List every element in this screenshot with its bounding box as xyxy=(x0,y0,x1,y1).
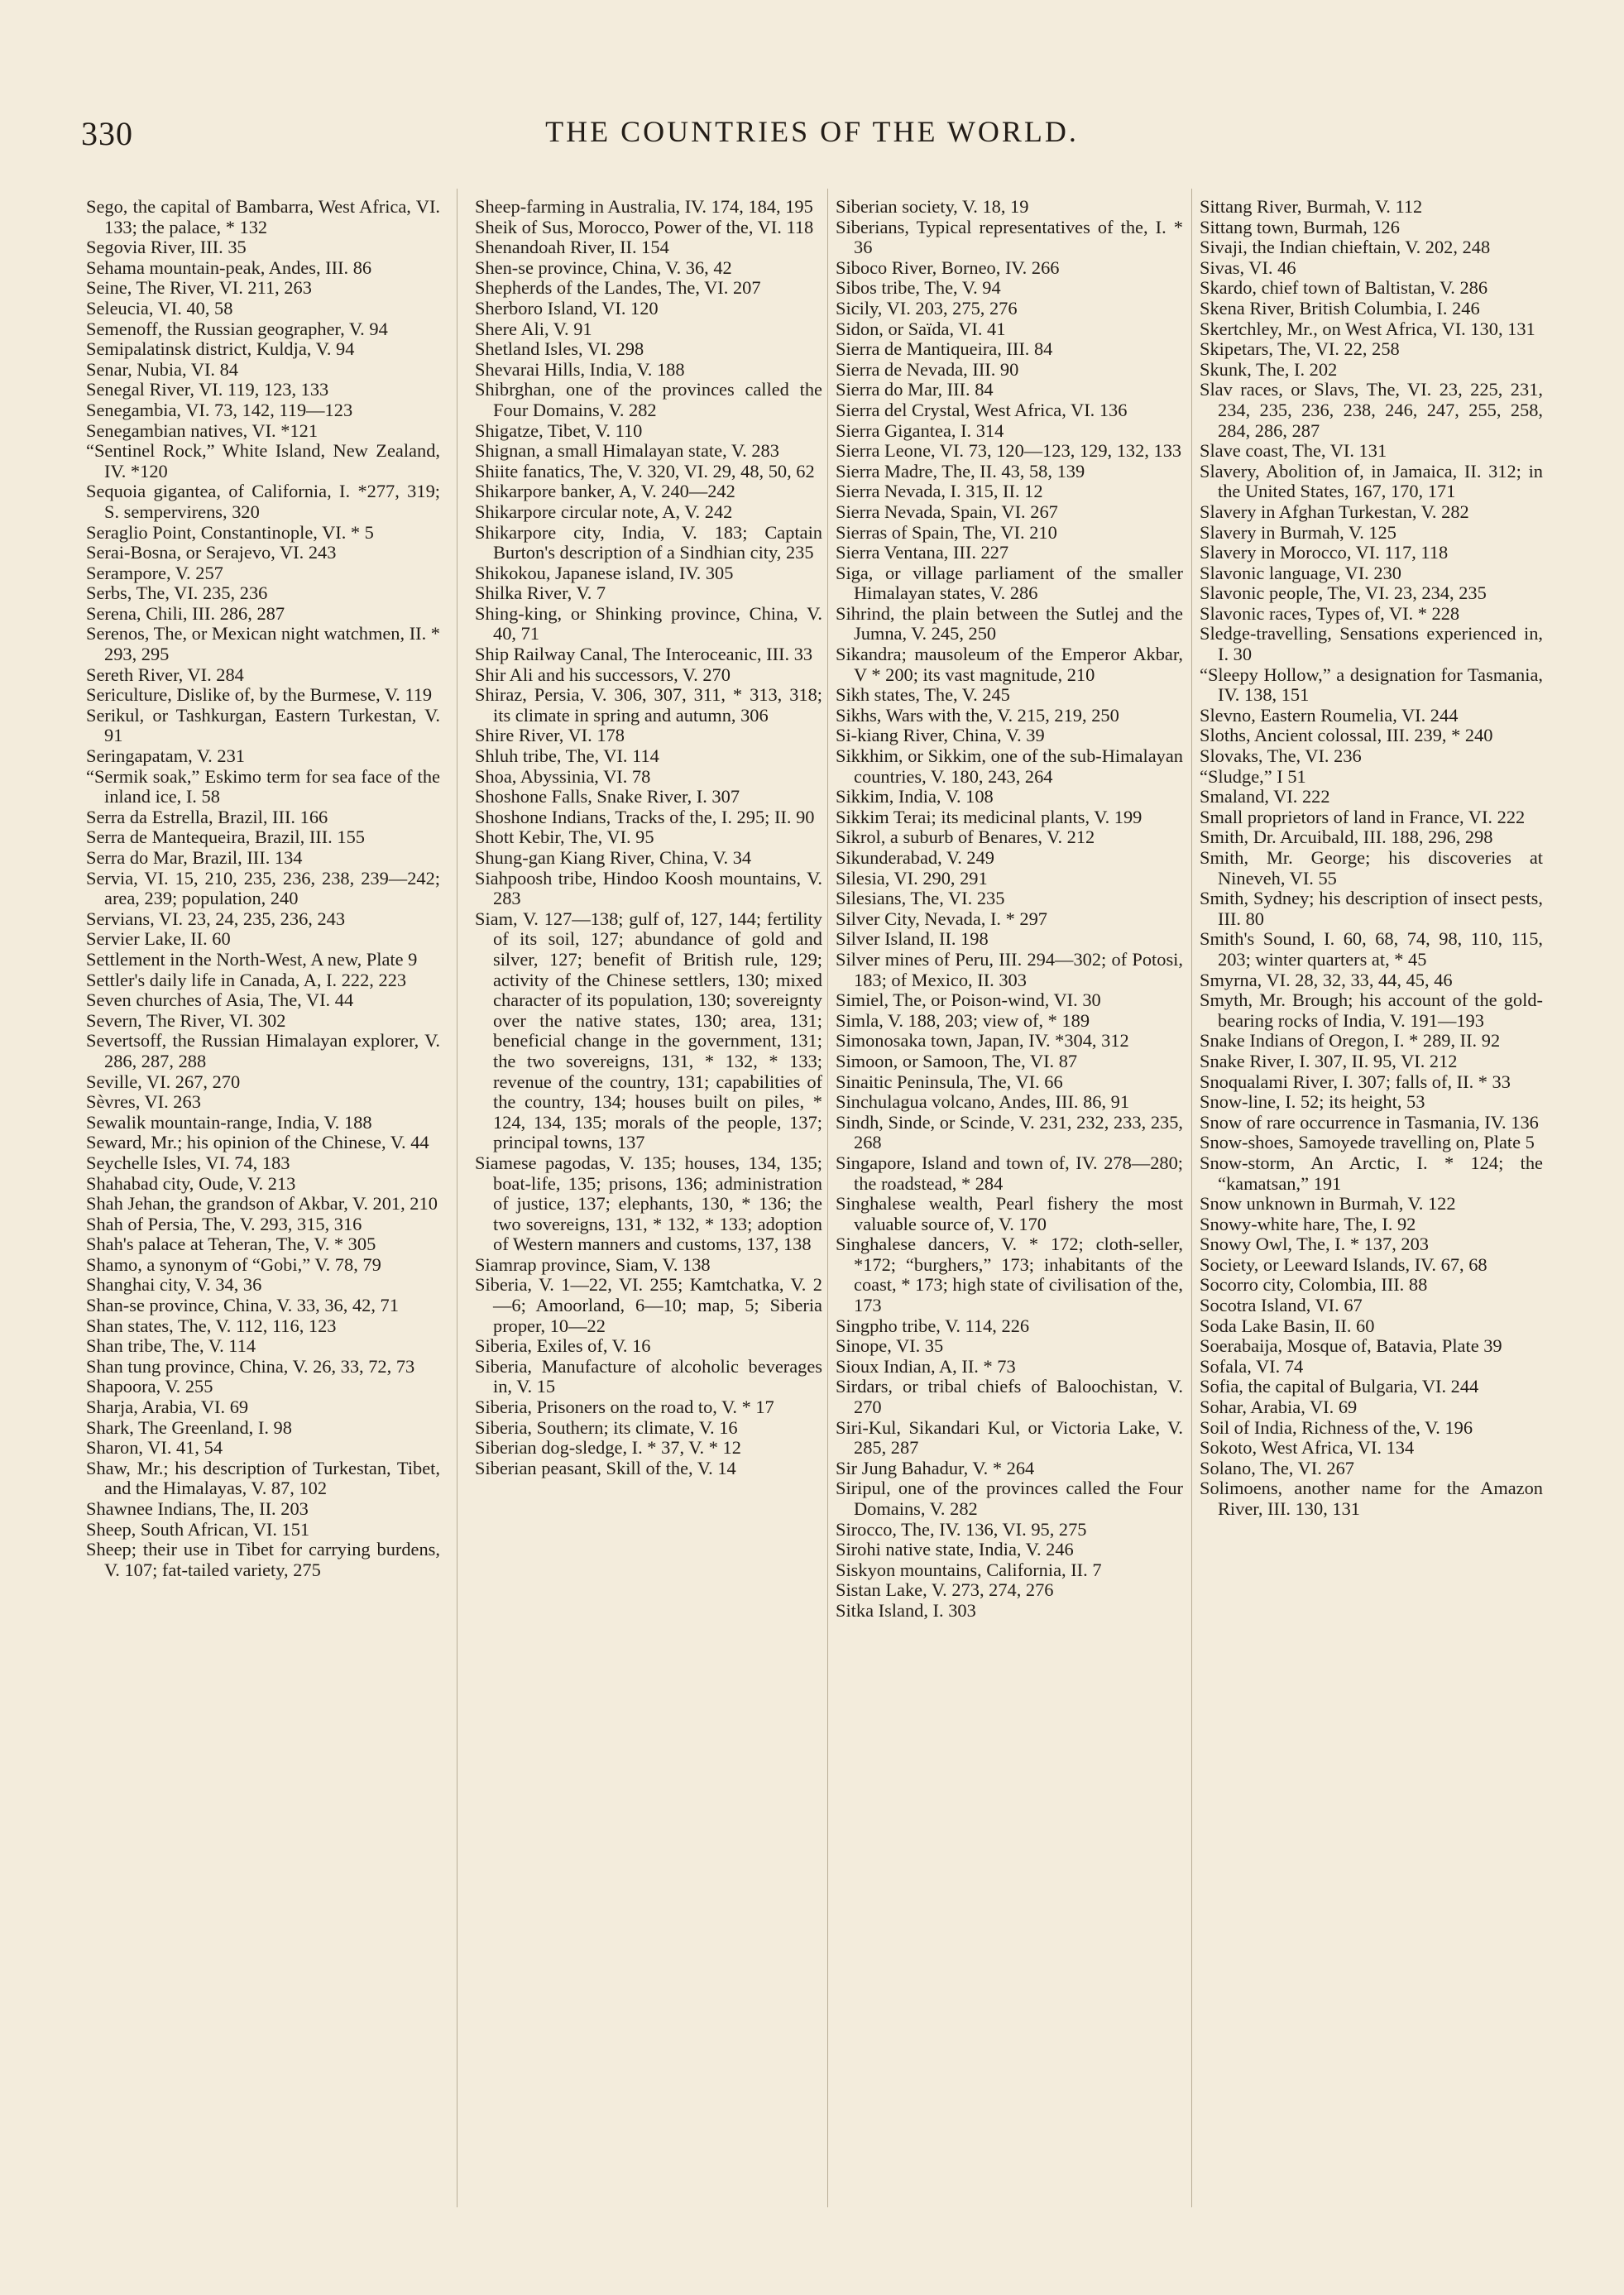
index-column-1 xyxy=(86,197,440,1580)
index-entry: Snow-line, I. 52; its height, 53 xyxy=(1200,1091,1425,1113)
index-entry: Singapore, Island and town of, IV. 278—280; the roadstead, * 284 xyxy=(836,1152,1183,1194)
index-entry: Seringapatam, V. 231 xyxy=(86,745,245,767)
index-entry: Shawnee Indians, The, II. 203 xyxy=(86,1498,309,1519)
index-entry: Snake River, I. 307, II. 95, VI. 212 xyxy=(1200,1050,1458,1071)
index-entry: Shire River, VI. 178 xyxy=(475,725,625,746)
index-entry: Socotra Island, VI. 67 xyxy=(1200,1295,1363,1316)
index-entry: Shere Ali, V. 91 xyxy=(475,318,592,339)
index-entry: Shah's palace at Teheran, The, V. * 305 xyxy=(86,1234,376,1255)
index-entry: Slav races, or Slavs, The, VI. 23, 225, 231, 234, 235, 236, 238, 246, 247, 255, 258, 284, 286, 287 xyxy=(1200,379,1543,441)
index-entry: Smyrna, VI. 28, 32, 33, 44, 45, 46 xyxy=(1200,969,1453,990)
index-entry: Sikh states, The, V. 245 xyxy=(836,684,1010,706)
index-entry: Snake Indians of Oregon, I. * 289, II. 92 xyxy=(1200,1030,1501,1052)
index-entry: Sittang River, Burmah, V. 112 xyxy=(1200,196,1423,217)
index-entry: Sikkim Terai; its medicinal plants, V. 199 xyxy=(836,806,1143,827)
index-entry: Shikarpore banker, A, V. 240—242 xyxy=(475,481,735,502)
index-entry: Sioux Indian, A, II. * 73 xyxy=(836,1355,1016,1377)
index-entry: Sierra de Mantiqueira, III. 84 xyxy=(836,338,1053,360)
index-entry: Settler's daily life in Canada, A, I. 222, 223 xyxy=(86,969,407,990)
index-entry: Sequoia gigantea, of California, I. *277, 319; S. sempervirens, 320 xyxy=(86,481,440,522)
index-entry: Shaw, Mr.; his description of Turkestan, Tibet, and the Himalayas, V. 87, 102 xyxy=(86,1457,440,1499)
page-number: 330 xyxy=(81,115,133,152)
index-entry: Sirocco, The, IV. 136, VI. 95, 275 xyxy=(836,1518,1087,1540)
index-entry: Sindh, Sinde, or Scinde, V. 231, 232, 233, 235, 268 xyxy=(836,1111,1183,1153)
index-entry: Sledge-travelling, Sensations experienced in, I. 30 xyxy=(1200,623,1543,665)
index-entry: Shan tribe, The, V. 114 xyxy=(86,1335,256,1357)
index-entry: Singpho tribe, V. 114, 226 xyxy=(836,1315,1030,1336)
index-entry: Solano, The, VI. 267 xyxy=(1200,1457,1354,1478)
index-entry: Snow of rare occurrence in Tasmania, IV. 136 xyxy=(1200,1111,1539,1133)
index-entry: Serampore, V. 257 xyxy=(86,562,223,583)
index-entry: Seraglio Point, Constantinople, VI. * 5 xyxy=(86,521,374,543)
index-entry: Shan tung province, China, V. 26, 33, 72, 73 xyxy=(86,1355,415,1377)
index-entry: Singhalese dancers, V. * 172; cloth-seller, *172; “burghers,” 173; inhabitants of the coast, * 173; high state of civilisation of the, 173 xyxy=(836,1234,1183,1316)
index-column-3 xyxy=(836,197,1183,1622)
index-entry: Shiite fanatics, The, V. 320, VI. 29, 48, 50, 62 xyxy=(475,460,815,482)
index-entry: Smith, Sydney; his description of insect pests, III. 80 xyxy=(1200,888,1543,929)
index-entry: Shikokou, Japanese island, IV. 305 xyxy=(475,562,734,583)
index-entry: Senegambia, VI. 73, 142, 119—123 xyxy=(86,399,353,420)
index-entry: Siahpoosh tribe, Hindoo Koosh mountains, V. 283 xyxy=(475,867,822,909)
index-entry: Sikrol, a suburb of Benares, V. 212 xyxy=(836,826,1095,848)
index-entry: Shing-king, or Shinking province, China, V. 40, 71 xyxy=(475,602,822,644)
index-entry: Sierra Nevada, Spain, VI. 267 xyxy=(836,501,1058,522)
index-entry: Settlement in the North-West, A new, Plate 9 xyxy=(86,948,418,970)
index-entry: Seychelle Isles, VI. 74, 183 xyxy=(86,1152,290,1173)
index-entry: Sèvres, VI. 263 xyxy=(86,1091,201,1113)
index-entry: Shah of Persia, The, V. 293, 315, 316 xyxy=(86,1213,362,1234)
index-entry: Sheik of Sus, Morocco, Power of the, VI. 118 xyxy=(475,216,814,237)
index-entry: Serbs, The, VI. 235, 236 xyxy=(86,582,268,604)
index-entry: Sibos tribe, The, V. 94 xyxy=(836,277,1001,299)
index-entry: Siberians, Typical representatives of the, I. * 36 xyxy=(836,216,1183,258)
index-entry: Sheep, South African, VI. 151 xyxy=(86,1518,310,1540)
index-entry: Shan-se province, China, V. 33, 36, 42, 71 xyxy=(86,1295,399,1316)
index-entry: Slevno, Eastern Roumelia, VI. 244 xyxy=(1200,704,1459,726)
index-entry: Snowy Owl, The, I. * 137, 203 xyxy=(1200,1234,1429,1255)
index-entry: Sirohi native state, India, V. 246 xyxy=(836,1539,1074,1560)
index-entry: Shiraz, Persia, V. 306, 307, 311, * 313, 318; its climate in spring and autumn, 306 xyxy=(475,684,822,726)
index-entry: Sierras of Spain, The, VI. 210 xyxy=(836,521,1057,543)
index-entry: Sihrind, the plain between the Sutlej and the Jumna, V. 245, 250 xyxy=(836,602,1183,644)
index-entry: Serra da Estrella, Brazil, III. 166 xyxy=(86,806,328,827)
index-entry: Shung-gan Kiang River, China, V. 34 xyxy=(475,847,752,868)
index-entry: Slavery, Abolition of, in Jamaica, II. 312; in the United States, 167, 170, 171 xyxy=(1200,460,1543,502)
index-entry: Siberia, Manufacture of alcoholic beverages in, V. 15 xyxy=(475,1355,822,1397)
column-rule xyxy=(1191,189,1192,2207)
index-entry: Senegal River, VI. 119, 123, 133 xyxy=(86,379,329,400)
index-entry: Slavonic people, The, VI. 23, 234, 235 xyxy=(1200,582,1487,604)
index-entry: Slavery in Burmah, V. 125 xyxy=(1200,521,1396,543)
index-entry: “Sermik soak,” Eskimo term for sea face of the inland ice, I. 58 xyxy=(86,765,440,807)
index-entry: Shen-se province, China, V. 36, 42 xyxy=(475,256,732,278)
index-entry: Sego, the capital of Bambarra, West Africa, VI. 133; the palace, * 132 xyxy=(86,196,440,237)
index-entry: Sehama mountain-peak, Andes, III. 86 xyxy=(86,256,372,278)
index-entry: Skunk, The, I. 202 xyxy=(1200,358,1338,380)
index-entry: Seward, Mr.; his opinion of the Chinese, V. 44 xyxy=(86,1132,429,1153)
index-entry: Simonosaka town, Japan, IV. *304, 312 xyxy=(836,1030,1129,1052)
index-entry: Siberian peasant, Skill of the, V. 14 xyxy=(475,1457,736,1478)
index-entry: Siboco River, Borneo, IV. 266 xyxy=(836,256,1060,278)
index-entry: Shoshone Indians, Tracks of the, I. 295; II. 90 xyxy=(475,806,815,827)
index-entry: Siam, V. 127—138; gulf of, 127, 144; fertility of its soil, 127; abundance of gold and silver, 127; benefit of British rule, 129; activity of the Chinese settlers, 130; mixed character of its population, 130; sovereignty over the native states, 130; area, 131; beneficial change in the government, 131; the two sovereigns, 131, * 132, * 133; revenue of the country, 131; capabilities of the country, 134; houses built on piles, * 124, 134, 135; morals of the people, 137; principal towns, 137 xyxy=(475,908,822,1153)
index-entry: Slave coast, The, VI. 131 xyxy=(1200,440,1387,462)
index-entry: Shibrghan, one of the provinces called the Four Domains, V. 282 xyxy=(475,379,822,420)
index-entry: Slavonic language, VI. 230 xyxy=(1200,562,1401,583)
index-entry: Shoa, Abyssinia, VI. 78 xyxy=(475,765,651,787)
index-entry: Sivas, VI. 46 xyxy=(1200,256,1296,278)
index-entry: Sikandra; mausoleum of the Emperor Akbar, V * 200; its vast magnitude, 210 xyxy=(836,644,1183,685)
index-entry: Sierra Leone, VI. 73, 120—123, 129, 132, 133 xyxy=(836,440,1182,462)
index-entry: Segovia River, III. 35 xyxy=(86,237,247,258)
index-entry: Shetland Isles, VI. 298 xyxy=(475,338,644,360)
index-entry: Siamrap province, Siam, V. 138 xyxy=(475,1253,711,1275)
index-entry: Sheep-farming in Australia, IV. 174, 184, 195 xyxy=(475,196,813,217)
index-entry: Sikkhim, or Sikkim, one of the sub-Himalayan countries, V. 180, 243, 264 xyxy=(836,745,1183,787)
index-entry: Siberian society, V. 18, 19 xyxy=(836,196,1029,217)
index-entry: Snow-storm, An Arctic, I. * 124; the “kamatsan,” 191 xyxy=(1200,1152,1543,1194)
index-entry: Shoshone Falls, Snake River, I. 307 xyxy=(475,786,740,807)
index-entry: Sierra Madre, The, II. 43, 58, 139 xyxy=(836,460,1085,482)
index-entry: Soda Lake Basin, II. 60 xyxy=(1200,1315,1375,1336)
index-entry: Seine, The River, VI. 211, 263 xyxy=(86,277,312,299)
index-entry: Snow unknown in Burmah, V. 122 xyxy=(1200,1193,1456,1215)
index-entry: Shluh tribe, The, VI. 114 xyxy=(475,745,659,767)
index-entry: Solimoens, another name for the Amazon River, III. 130, 131 xyxy=(1200,1478,1543,1519)
index-entry: Shepherds of the Landes, The, VI. 207 xyxy=(475,277,761,299)
index-entry: Smith, Dr. Arcuibald, III. 188, 296, 298 xyxy=(1200,826,1493,848)
index-column-2 xyxy=(475,197,822,1478)
index-entry: Shah Jehan, the grandson of Akbar, V. 201, 210 xyxy=(86,1193,438,1215)
index-entry: Silesians, The, VI. 235 xyxy=(836,888,1005,909)
index-entry: Simla, V. 188, 203; view of, * 189 xyxy=(836,1009,1090,1031)
index-entry: Serra de Mantequeira, Brazil, III. 155 xyxy=(86,826,365,848)
index-entry: Slavery in Afghan Turkestan, V. 282 xyxy=(1200,501,1469,522)
index-entry: Shikarpore city, India, V. 183; Captain Burton's description of a Sindhian city, 235 xyxy=(475,521,822,563)
index-entry: “Sentinel Rock,” White Island, New Zealand, IV. *120 xyxy=(86,440,440,482)
index-entry: Sierra Ventana, III. 227 xyxy=(836,542,1009,563)
index-entry: Seleucia, VI. 40, 58 xyxy=(86,297,233,319)
index-entry: Skena River, British Columbia, I. 246 xyxy=(1200,297,1480,319)
index-entry: Shevarai Hills, India, V. 188 xyxy=(475,358,685,380)
column-rule xyxy=(827,189,828,2207)
index-entry: Singhalese wealth, Pearl fishery the most valuable source of, V. 170 xyxy=(836,1193,1183,1234)
index-entry: Siri-Kul, Sikandari Kul, or Victoria Lake, V. 285, 287 xyxy=(836,1416,1183,1459)
index-entry: Slavonic races, Types of, VI. * 228 xyxy=(1200,602,1460,624)
index-entry: Silver City, Nevada, I. * 297 xyxy=(836,908,1047,929)
index-entry: Sivaji, the Indian chieftain, V. 202, 248 xyxy=(1200,237,1491,258)
index-entry: Shapoora, V. 255 xyxy=(86,1376,213,1397)
index-entry: Sloths, Ancient colossal, III. 239, * 240 xyxy=(1200,725,1493,746)
index-entry: Sheep; their use in Tibet for carrying burdens, V. 107; fat-tailed variety, 275 xyxy=(86,1539,440,1580)
index-entry: Sierra Nevada, I. 315, II. 12 xyxy=(836,481,1043,502)
index-entry: Soerabaija, Mosque of, Batavia, Plate 39 xyxy=(1200,1335,1502,1357)
index-entry: Senar, Nubia, VI. 84 xyxy=(86,358,239,380)
index-entry: Sikunderabad, V. 249 xyxy=(836,847,994,868)
index-entry: Serena, Chili, III. 286, 287 xyxy=(86,602,285,624)
index-entry: Skipetars, The, VI. 22, 258 xyxy=(1200,338,1400,360)
index-entry: Shenandoah River, II. 154 xyxy=(475,237,669,258)
index-entry: Ship Railway Canal, The Interoceanic, III. 33 xyxy=(475,644,813,665)
index-entry: Serra do Mar, Brazil, III. 134 xyxy=(86,847,303,868)
index-entry: Siskyon mountains, California, II. 7 xyxy=(836,1559,1102,1580)
index-entry: Siamese pagodas, V. 135; houses, 134, 135; boat-life, 135; prisons, 136; administration of justice, 137; elephants, 130, * 136; the two sovereigns, 131, * 132, * 133; adoption of Western manners and customs, 137, 138 xyxy=(475,1152,822,1255)
index-entry: Shikarpore circular note, A, V. 242 xyxy=(475,501,733,522)
index-entry: Shignan, a small Himalayan state, V. 283 xyxy=(475,440,779,462)
index-entry: Severn, The River, VI. 302 xyxy=(86,1009,286,1031)
index-entry: Sherboro Island, VI. 120 xyxy=(475,297,659,319)
index-entry: Shamo, a synonym of “Gobi,” V. 78, 79 xyxy=(86,1253,381,1275)
index-entry: Silesia, VI. 290, 291 xyxy=(836,867,988,889)
index-entry: Shan states, The, V. 112, 116, 123 xyxy=(86,1315,337,1336)
index-entry: Serai-Bosna, or Serajevo, VI. 243 xyxy=(86,542,337,563)
index-entry: Sharja, Arabia, VI. 69 xyxy=(86,1397,249,1418)
index-entry: Shigatze, Tibet, V. 110 xyxy=(475,419,643,441)
index-entry: Slovaks, The, VI. 236 xyxy=(1200,745,1362,767)
index-entry: Sir Jung Bahadur, V. * 264 xyxy=(836,1457,1035,1478)
index-entry: Sierra Gigantea, I. 314 xyxy=(836,419,1004,441)
index-entry: Sofia, the capital of Bulgaria, VI. 244 xyxy=(1200,1376,1479,1397)
index-entry: Sierra de Nevada, III. 90 xyxy=(836,358,1019,380)
index-entry: Siberia, V. 1—22, VI. 255; Kamtchatka, V. 2—6; Amoorland, 6—10; map, 5; Siberia proper, 10—22 xyxy=(475,1274,822,1336)
index-entry: Sereth River, VI. 284 xyxy=(86,664,244,685)
index-entry: Sofala, VI. 74 xyxy=(1200,1355,1304,1377)
index-entry: Sirdars, or tribal chiefs of Baloochistan, V. 270 xyxy=(836,1376,1183,1418)
index-entry: Siberia, Southern; its climate, V. 16 xyxy=(475,1416,738,1438)
index-entry: Sinaitic Peninsula, The, VI. 66 xyxy=(836,1071,1063,1092)
index-entry: Siripul, one of the provinces called the Four Domains, V. 282 xyxy=(836,1478,1183,1519)
index-entry: Sewalik mountain-range, India, V. 188 xyxy=(86,1111,372,1133)
index-entry: Society, or Leeward Islands, IV. 67, 68 xyxy=(1200,1253,1487,1275)
index-entry: Smith, Mr. George; his discoveries at Nineveh, VI. 55 xyxy=(1200,847,1543,889)
index-entry: Smyth, Mr. Brough; his account of the gold-bearing rocks of India, V. 191—193 xyxy=(1200,989,1543,1031)
index-entry: Slavery in Morocco, VI. 117, 118 xyxy=(1200,542,1449,563)
index-entry: Shir Ali and his successors, V. 270 xyxy=(475,664,731,685)
index-entry: Smaland, VI. 222 xyxy=(1200,786,1330,807)
index-entry: Sicily, VI. 203, 275, 276 xyxy=(836,297,1018,319)
index-entry: Serenos, The, or Mexican night watchmen, II. * 293, 295 xyxy=(86,623,441,665)
index-entry: Small proprietors of land in France, VI. 222 xyxy=(1200,806,1526,827)
index-entry: Siberia, Exiles of, V. 16 xyxy=(475,1335,651,1357)
index-entry: Servia, VI. 15, 210, 235, 236, 238, 239—242; area, 239; population, 240 xyxy=(86,867,440,909)
index-entry: Socorro city, Colombia, III. 88 xyxy=(1200,1274,1428,1296)
index-entry: Senegambian natives, VI. *121 xyxy=(86,419,319,441)
index-entry: Semipalatinsk district, Kuldja, V. 94 xyxy=(86,338,355,360)
index-entry: “Sludge,” I 51 xyxy=(1200,765,1306,787)
index-entry: Serikul, or Tashkurgan, Eastern Turkestan, V. 91 xyxy=(86,704,440,746)
index-entry: Servier Lake, II. 60 xyxy=(86,928,231,950)
index-entry: Sericulture, Dislike of, by the Burmese, V. 119 xyxy=(86,684,433,706)
index-entry: Shott Kebir, The, VI. 95 xyxy=(475,826,654,848)
index-entry: Servians, VI. 23, 24, 235, 236, 243 xyxy=(86,908,346,929)
index-entry: Sinchulagua volcano, Andes, III. 86, 91 xyxy=(836,1091,1130,1113)
index-entry: Shark, The Greenland, I. 98 xyxy=(86,1416,292,1438)
index-entry: Shahabad city, Oude, V. 213 xyxy=(86,1172,296,1194)
index-entry: Sierra del Crystal, West Africa, VI. 136 xyxy=(836,399,1128,420)
index-entry: Sikkim, India, V. 108 xyxy=(836,786,994,807)
index-entry: Simiel, The, or Poison-wind, VI. 30 xyxy=(836,989,1101,1011)
index-column-4 xyxy=(1200,197,1543,1520)
index-entry: Sikhs, Wars with the, V. 215, 219, 250 xyxy=(836,704,1119,726)
index-entry: Sierra do Mar, III. 84 xyxy=(836,379,994,400)
index-entry: Silver mines of Peru, III. 294—302; of Potosi, 183; of Mexico, II. 303 xyxy=(836,948,1183,990)
index-entry: Soil of India, Richness of the, V. 196 xyxy=(1200,1416,1473,1438)
index-entry: Sokoto, West Africa, VI. 134 xyxy=(1200,1437,1415,1459)
index-entry: Semenoff, the Russian geographer, V. 94 xyxy=(86,318,388,339)
index-entry: Smith's Sound, I. 60, 68, 74, 98, 110, 115, 203; winter quarters at, * 45 xyxy=(1200,928,1543,970)
index-entry: Sidon, or Saïda, VI. 41 xyxy=(836,318,1006,339)
index-entry: Seven churches of Asia, The, VI. 44 xyxy=(86,989,354,1011)
index-entry: Snoqualami River, I. 307; falls of, II. * 33 xyxy=(1200,1071,1511,1092)
index-entry: Shilka River, V. 7 xyxy=(475,582,606,604)
index-entry: Sohar, Arabia, VI. 69 xyxy=(1200,1397,1358,1418)
index-entry: Seville, VI. 267, 270 xyxy=(86,1071,241,1092)
index-entry: “Sleepy Hollow,” a designation for Tasmania, IV. 138, 151 xyxy=(1200,664,1543,706)
index-entry: Simoon, or Samoon, The, VI. 87 xyxy=(836,1050,1078,1071)
index-entry: Snow-shoes, Samoyede travelling on, Plate 5 xyxy=(1200,1132,1535,1153)
index-entry: Siberian dog-sledge, I. * 37, V. * 12 xyxy=(475,1437,741,1459)
index-entry: Shanghai city, V. 34, 36 xyxy=(86,1274,262,1296)
index-entry: Siberia, Prisoners on the road to, V. * 17 xyxy=(475,1397,774,1418)
index-entry: Sinope, VI. 35 xyxy=(836,1335,944,1357)
index-entry: Skertchley, Mr., on West Africa, VI. 130, 131 xyxy=(1200,318,1535,339)
index-entry: Sittang town, Burmah, 126 xyxy=(1200,216,1400,237)
index-entry: Skardo, chief town of Baltistan, V. 286 xyxy=(1200,277,1488,299)
index-entry: Severtsoff, the Russian Himalayan explorer, V. 286, 287, 288 xyxy=(86,1030,440,1071)
index-entry: Sitka Island, I. 303 xyxy=(836,1599,976,1621)
index-entry: Siga, or village parliament of the smaller Himalayan states, V. 286 xyxy=(836,562,1183,604)
index-entry: Sharon, VI. 41, 54 xyxy=(86,1437,223,1459)
index-entry: Snowy-white hare, The, I. 92 xyxy=(1200,1213,1416,1234)
index-entry: Sistan Lake, V. 273, 274, 276 xyxy=(836,1579,1054,1601)
index-entry: Si-kiang River, China, V. 39 xyxy=(836,725,1045,746)
index-entry: Silver Island, II. 198 xyxy=(836,928,989,950)
running-head: THE COUNTRIES OF THE WORLD. xyxy=(545,115,1079,148)
